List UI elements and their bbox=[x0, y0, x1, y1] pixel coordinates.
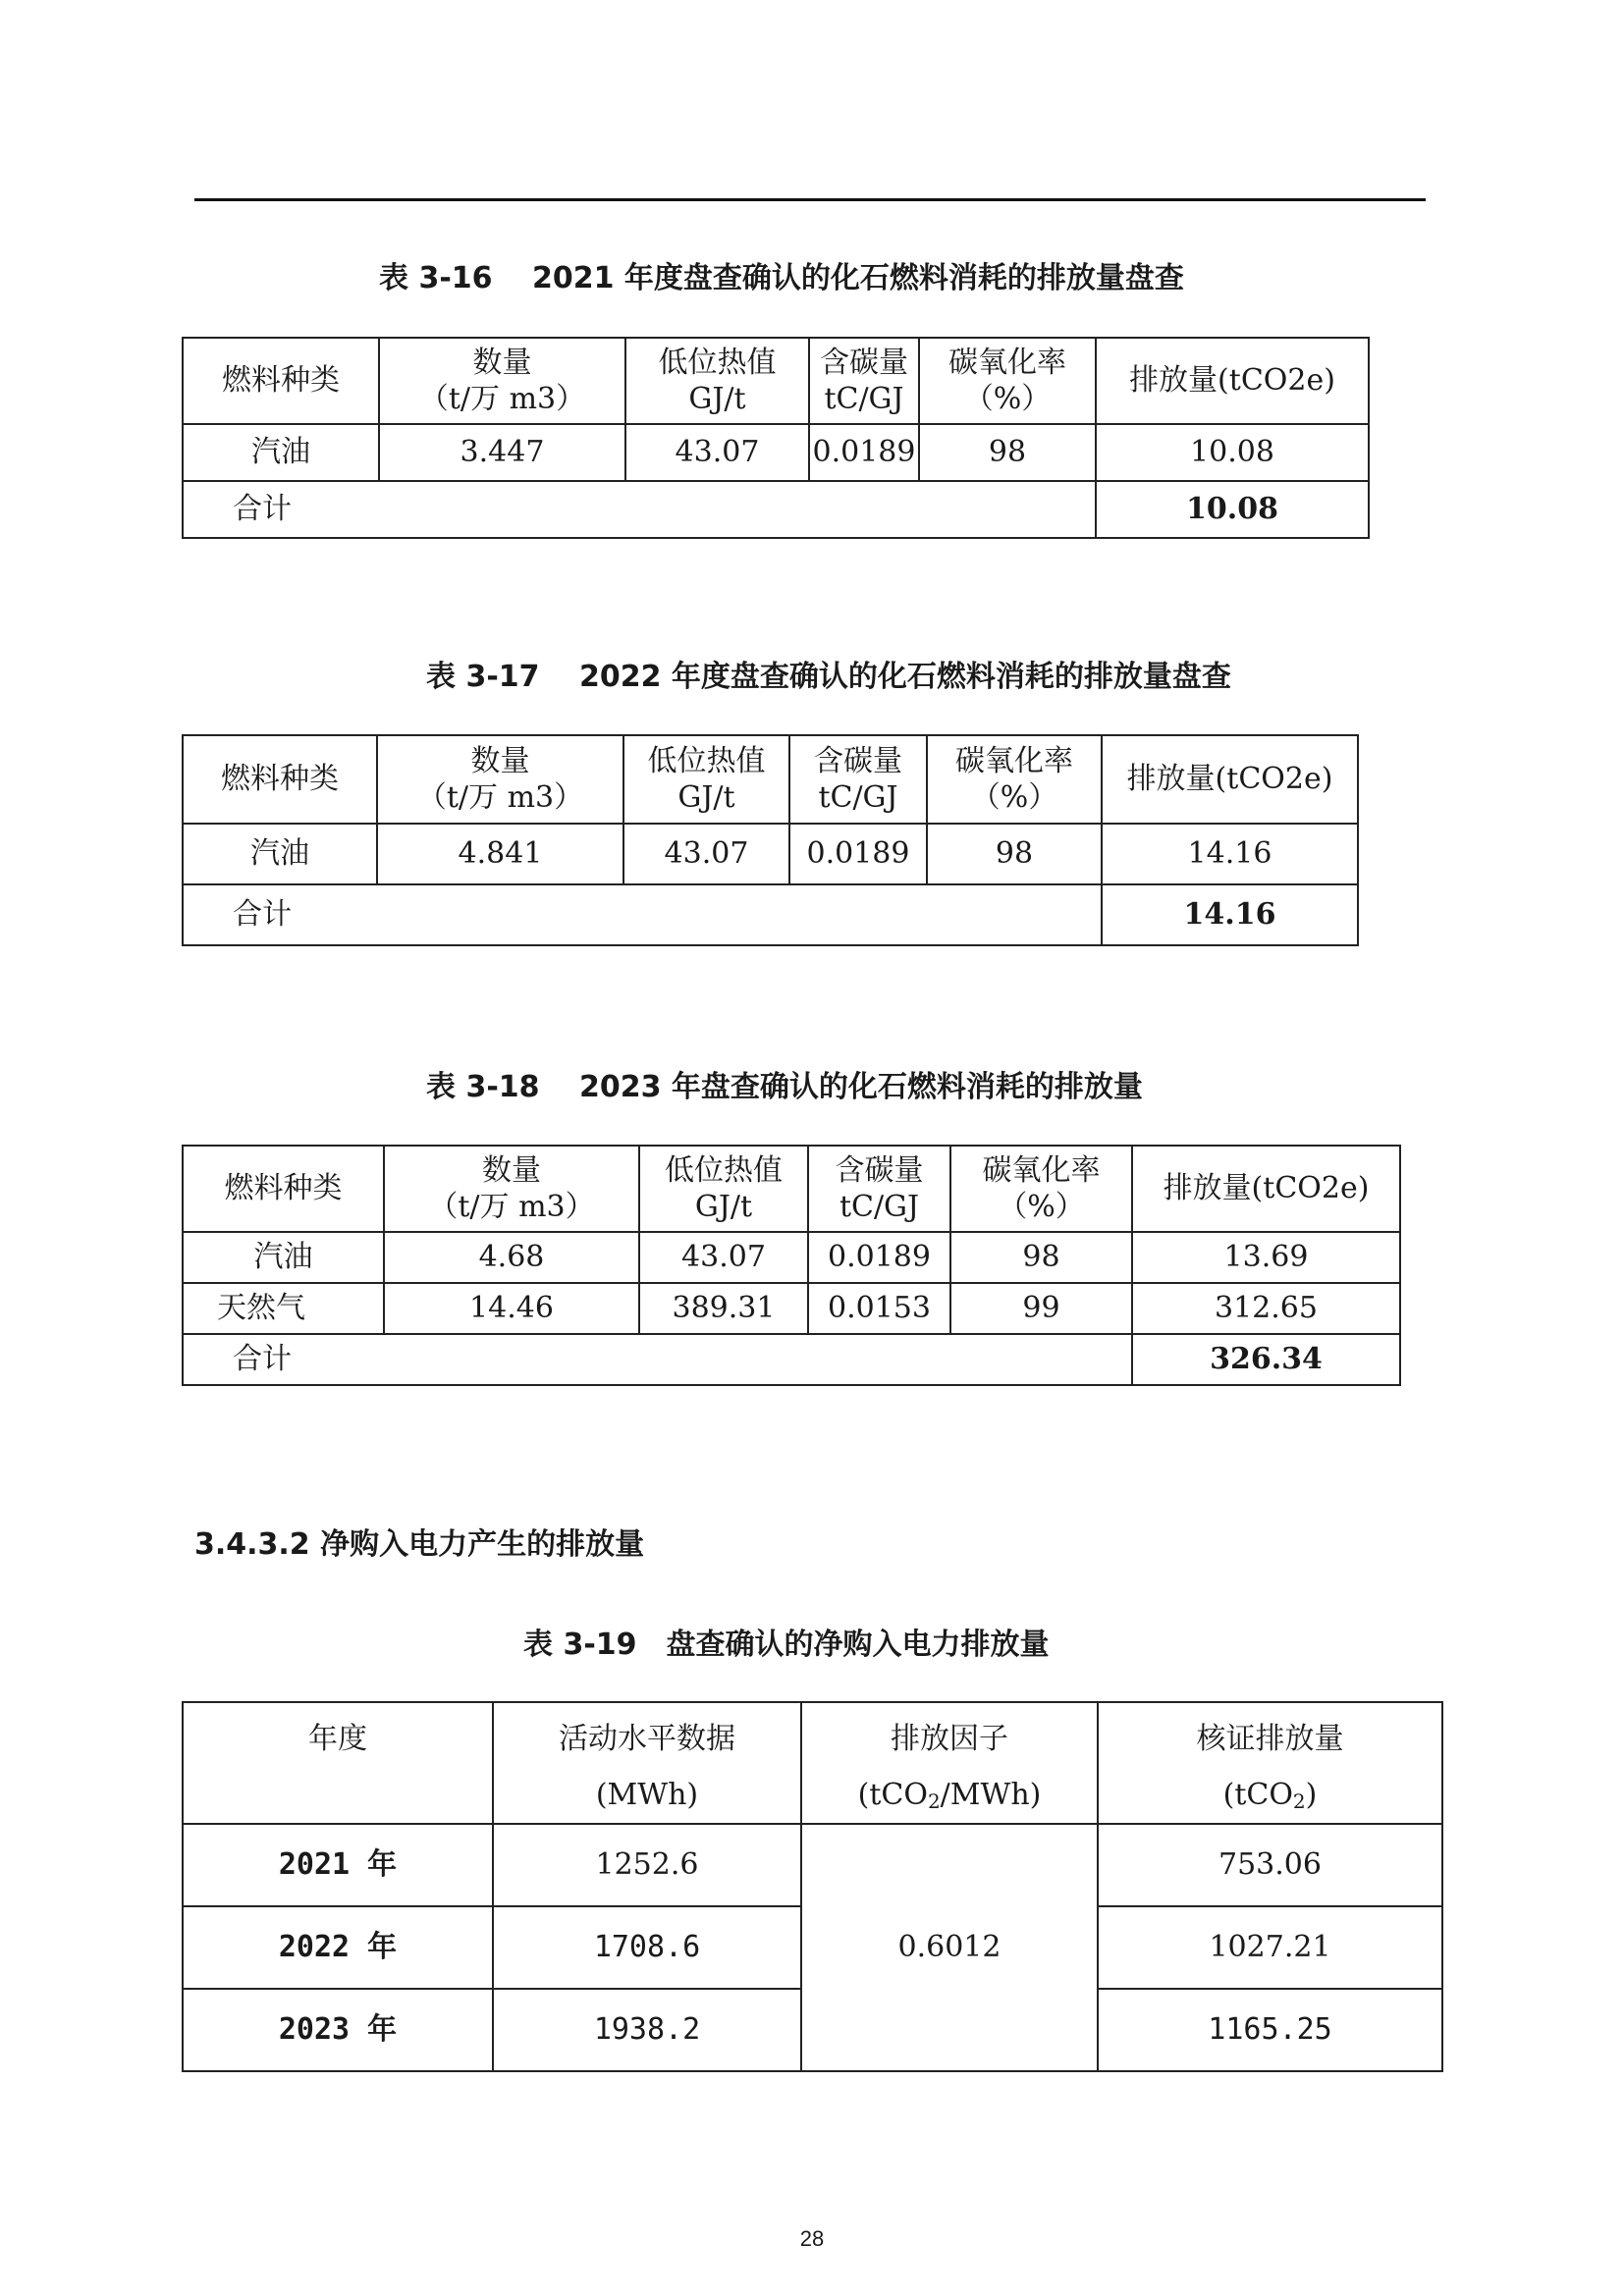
cell-fuel: 汽油 bbox=[183, 824, 377, 884]
header-emission-factor: 排放因子 (tCO$_2$/MWh) bbox=[801, 1702, 1098, 1824]
cell-ncv: 43.07 bbox=[625, 424, 809, 481]
cell-emission: 312.65 bbox=[1132, 1283, 1400, 1334]
cell-quantity: 3.447 bbox=[379, 424, 625, 481]
header-activity: 活动水平数据 (MWh) bbox=[493, 1702, 801, 1824]
cell-verified-emission: 1027.21 bbox=[1098, 1906, 1442, 1989]
header-oxidation-rate: 碳氧化率 （%） bbox=[927, 735, 1102, 824]
table-3-17 bbox=[182, 734, 1359, 946]
header-ncv: 低位热值 GJ/t bbox=[623, 735, 789, 824]
cell-carbon-content: 0.0153 bbox=[808, 1283, 950, 1334]
cell-emission: 14.16 bbox=[1102, 824, 1358, 884]
total-label: 合计 bbox=[183, 884, 1102, 945]
header-carbon-content: 含碳量 tC/GJ bbox=[789, 735, 927, 824]
table-row bbox=[183, 1232, 1400, 1283]
header-quantity: 数量 （t/万 m3） bbox=[377, 735, 623, 824]
cell-quantity: 14.46 bbox=[384, 1283, 639, 1334]
table-row bbox=[183, 824, 1358, 884]
header-ncv: 低位热值 GJ/t bbox=[639, 1146, 808, 1232]
cell-fuel: 汽油 bbox=[183, 424, 379, 481]
cell-oxidation-rate: 98 bbox=[919, 424, 1096, 481]
cell-oxidation-rate: 99 bbox=[950, 1283, 1132, 1334]
cell-carbon-content: 0.0189 bbox=[789, 824, 927, 884]
cell-verified-emission: 1165.25 bbox=[1098, 1989, 1442, 2071]
cell-activity: 1708.6 bbox=[493, 1906, 801, 1989]
cell-ncv: 43.07 bbox=[623, 824, 789, 884]
total-value: 326.34 bbox=[1132, 1334, 1400, 1385]
header-quantity: 数量 （t/万 m3） bbox=[384, 1146, 639, 1232]
table-header-row bbox=[183, 1146, 1400, 1232]
table-3-19-caption: 表 3-19 盘查确认的净购入电力排放量 bbox=[523, 1628, 1050, 1662]
header-oxidation-rate: 碳氧化率 （%） bbox=[919, 338, 1096, 424]
cell-emission: 10.08 bbox=[1096, 424, 1369, 481]
cell-emission-factor: 0.6012 bbox=[801, 1824, 1098, 2071]
table-3-16 bbox=[182, 337, 1370, 539]
page-number: 28 bbox=[799, 2226, 825, 2251]
cell-fuel: 天然气 bbox=[183, 1283, 384, 1334]
cell-activity: 1938.2 bbox=[493, 1989, 801, 2071]
cell-quantity: 4.841 bbox=[377, 824, 623, 884]
table-3-17-caption: 表 3-17 2022 年度盘查确认的化石燃料消耗的排放量盘查 bbox=[426, 660, 1231, 694]
cell-verified-emission: 753.06 bbox=[1098, 1824, 1442, 1906]
total-row bbox=[183, 884, 1358, 945]
table-row bbox=[183, 424, 1369, 481]
section-heading: 3.4.3.2 净购入电力产生的排放量 bbox=[194, 1527, 645, 1562]
header-fuel-type: 燃料种类 bbox=[183, 1146, 384, 1232]
cell-emission: 13.69 bbox=[1132, 1232, 1400, 1283]
total-label: 合计 bbox=[183, 481, 1096, 538]
cell-quantity: 4.68 bbox=[384, 1232, 639, 1283]
table-row bbox=[183, 1824, 1442, 1906]
table-header-row bbox=[183, 338, 1369, 424]
cell-year: 2023 年 bbox=[183, 1989, 493, 2071]
header-quantity: 数量 （t/万 m3） bbox=[379, 338, 625, 424]
header-rule bbox=[194, 198, 1426, 201]
table-3-19 bbox=[182, 1701, 1443, 2072]
header-carbon-content: 含碳量 tC/GJ bbox=[808, 1146, 950, 1232]
total-value: 14.16 bbox=[1102, 884, 1358, 945]
cell-oxidation-rate: 98 bbox=[950, 1232, 1132, 1283]
header-year: 年度 bbox=[183, 1702, 493, 1824]
total-value: 10.08 bbox=[1096, 481, 1369, 538]
cell-activity: 1252.6 bbox=[493, 1824, 801, 1906]
header-verified-emission: 核证排放量 (tCO$_2$) bbox=[1098, 1702, 1442, 1824]
total-label: 合计 bbox=[183, 1334, 1132, 1385]
cell-carbon-content: 0.0189 bbox=[808, 1232, 950, 1283]
cell-ncv: 43.07 bbox=[639, 1232, 808, 1283]
table-row bbox=[183, 1283, 1400, 1334]
header-carbon-content: 含碳量 tC/GJ bbox=[809, 338, 919, 424]
header-oxidation-rate: 碳氧化率 （%） bbox=[950, 1146, 1132, 1232]
table-header-row bbox=[183, 735, 1358, 824]
cell-year: 2022 年 bbox=[183, 1906, 493, 1989]
table-header-row bbox=[183, 1702, 1442, 1824]
cell-oxidation-rate: 98 bbox=[927, 824, 1102, 884]
header-emission: 排放量(tCO2e) bbox=[1132, 1146, 1400, 1232]
table-3-18 bbox=[182, 1145, 1401, 1386]
cell-ncv: 389.31 bbox=[639, 1283, 808, 1334]
cell-carbon-content: 0.0189 bbox=[809, 424, 919, 481]
table-3-18-caption: 表 3-18 2023 年盘查确认的化石燃料消耗的排放量 bbox=[426, 1070, 1143, 1104]
cell-fuel: 汽油 bbox=[183, 1232, 384, 1283]
header-emission: 排放量(tCO2e) bbox=[1096, 338, 1369, 424]
header-emission: 排放量(tCO2e) bbox=[1102, 735, 1358, 824]
header-ncv: 低位热值 GJ/t bbox=[625, 338, 809, 424]
total-row bbox=[183, 481, 1369, 538]
cell-year: 2021 年 bbox=[183, 1824, 493, 1906]
table-3-16-caption: 表 3-16 2021 年度盘查确认的化石燃料消耗的排放量盘查 bbox=[379, 261, 1184, 295]
header-fuel-type: 燃料种类 bbox=[183, 735, 377, 824]
total-row bbox=[183, 1334, 1400, 1385]
header-fuel-type: 燃料种类 bbox=[183, 338, 379, 424]
